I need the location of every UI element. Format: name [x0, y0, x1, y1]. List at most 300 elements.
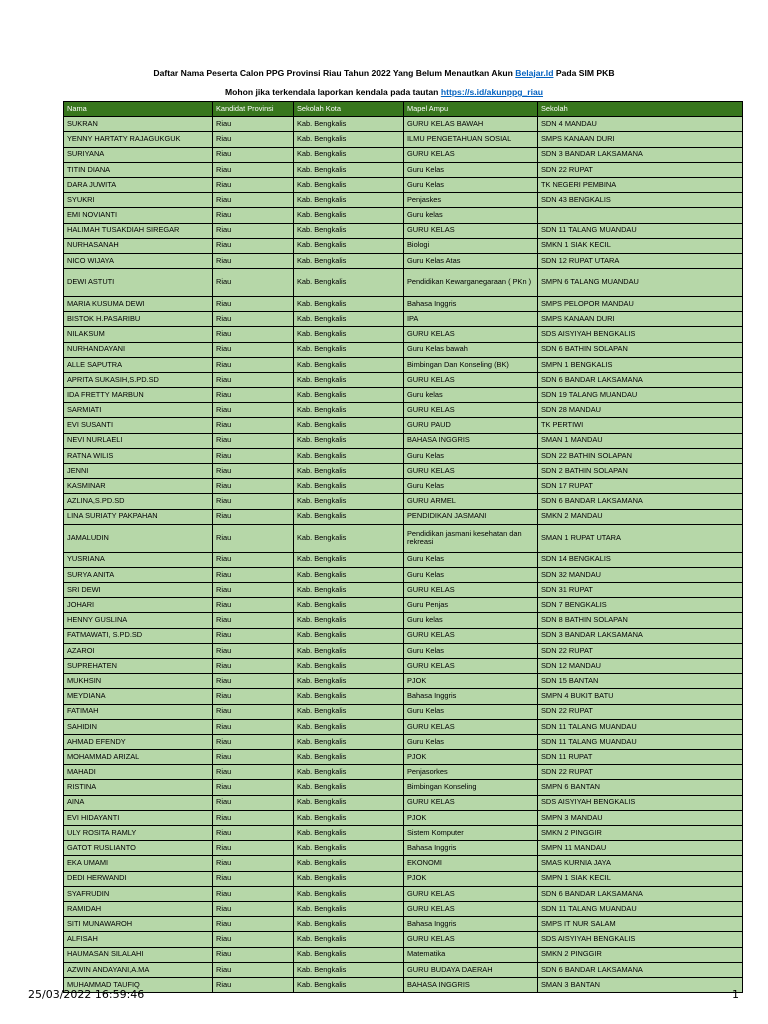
- table-cell: HAUMASAN SILALAHI: [64, 947, 213, 962]
- table-cell: SDN 3 BANDAR LAKSAMANA: [538, 628, 743, 643]
- table-cell: NURHASANAH: [64, 238, 213, 253]
- table-cell: Kab. Bengkalis: [294, 552, 404, 567]
- table-cell: SDN 11 TALANG MUANDAU: [538, 719, 743, 734]
- table-cell: Kab. Bengkalis: [294, 132, 404, 147]
- table-row: [64, 253, 743, 268]
- table-cell: Riau: [213, 193, 294, 208]
- table-cell: SMPS KANAAN DURI: [538, 132, 743, 147]
- table-cell: Riau: [213, 177, 294, 192]
- table-cell: Guru Kelas: [404, 704, 538, 719]
- table-cell: GURU KELAS: [404, 886, 538, 901]
- table-cell: IDA FRETTY MARBUN: [64, 388, 213, 403]
- page-number: 1: [732, 988, 739, 1001]
- table-cell: Kab. Bengkalis: [294, 689, 404, 704]
- table-cell: Kab. Bengkalis: [294, 780, 404, 795]
- table-cell: Matematika: [404, 947, 538, 962]
- table-cell: JAMALUDIN: [64, 524, 213, 552]
- table-cell: Kab. Bengkalis: [294, 327, 404, 342]
- table-cell: Kab. Bengkalis: [294, 342, 404, 357]
- table-row: [64, 734, 743, 749]
- table-cell: SMKN 1 SIAK KECIL: [538, 238, 743, 253]
- table-cell: GURU ARMEL: [404, 494, 538, 509]
- table-cell: SDN 43 BENGKALIS: [538, 193, 743, 208]
- table-cell: IPA: [404, 312, 538, 327]
- table-cell: Kab. Bengkalis: [294, 901, 404, 916]
- table-cell: Riau: [213, 162, 294, 177]
- table-cell: Guru Kelas: [404, 177, 538, 192]
- table-row: [64, 810, 743, 825]
- table-cell: DEWI ASTUTI: [64, 269, 213, 297]
- table-cell: SMPN 1 BENGKALIS: [538, 357, 743, 372]
- table-cell: KASMINAR: [64, 479, 213, 494]
- table-row: [64, 552, 743, 567]
- table-row: [64, 388, 743, 403]
- table-cell: Kab. Bengkalis: [294, 871, 404, 886]
- table-cell: FATMAWATI, S.PD.SD: [64, 628, 213, 643]
- table-row: [64, 372, 743, 387]
- table-cell: GURU KELAS: [404, 372, 538, 387]
- table-cell: TK NEGERI PEMBINA: [538, 177, 743, 192]
- table-cell: SMPN 11 MANDAU: [538, 841, 743, 856]
- table-cell: Riau: [213, 643, 294, 658]
- table-row: [64, 223, 743, 238]
- table-cell: AZWIN ANDAYANI,A.MA: [64, 962, 213, 977]
- table-cell: Guru Kelas: [404, 162, 538, 177]
- table-cell: GURU KELAS: [404, 464, 538, 479]
- table-cell: AINA: [64, 795, 213, 810]
- table-cell: Pendidikan jasmani kesehatan dan rekreasi: [404, 524, 538, 552]
- table-cell: Riau: [213, 357, 294, 372]
- table-cell: TITIN DIANA: [64, 162, 213, 177]
- table-row: [64, 312, 743, 327]
- table-cell: Riau: [213, 658, 294, 673]
- table-cell: Riau: [213, 871, 294, 886]
- table-cell: PJOK: [404, 750, 538, 765]
- table-cell: GURU KELAS: [404, 719, 538, 734]
- table-row: [64, 193, 743, 208]
- table-row: [64, 177, 743, 192]
- table-cell: Riau: [213, 208, 294, 223]
- table-cell: Kab. Bengkalis: [294, 658, 404, 673]
- table-cell: Kab. Bengkalis: [294, 448, 404, 463]
- table-cell: Riau: [213, 901, 294, 916]
- table-cell: GURU KELAS: [404, 658, 538, 673]
- table-cell: EVI SUSANTI: [64, 418, 213, 433]
- table-cell: SURIYANA: [64, 147, 213, 162]
- table-cell: Kab. Bengkalis: [294, 734, 404, 749]
- table-cell: Kab. Bengkalis: [294, 810, 404, 825]
- table-row: [64, 433, 743, 448]
- table-cell: SDN 11 TALANG MUANDAU: [538, 734, 743, 749]
- table-cell: Riau: [213, 448, 294, 463]
- table-cell: BAHASA INGGRIS: [404, 977, 538, 992]
- table-cell: Riau: [213, 977, 294, 992]
- table-cell: Riau: [213, 494, 294, 509]
- table-cell: SARMIATI: [64, 403, 213, 418]
- table-cell: Kab. Bengkalis: [294, 598, 404, 613]
- table-cell: Riau: [213, 132, 294, 147]
- table-cell: ALLE SAPUTRA: [64, 357, 213, 372]
- table-cell: SDN 11 TALANG MUANDAU: [538, 901, 743, 916]
- table-cell: SDN 11 TALANG MUANDAU: [538, 223, 743, 238]
- table-cell: Kab. Bengkalis: [294, 674, 404, 689]
- table-cell: Kab. Bengkalis: [294, 826, 404, 841]
- table-cell: Riau: [213, 464, 294, 479]
- table-cell: Bimbingan Dan Konseling (BK): [404, 357, 538, 372]
- table-cell: SDN 3 BANDAR LAKSAMANA: [538, 147, 743, 162]
- table-cell: SDN 28 MANDAU: [538, 403, 743, 418]
- table-cell: Bahasa Inggris: [404, 296, 538, 311]
- table-cell: Kab. Bengkalis: [294, 312, 404, 327]
- table-row: [64, 689, 743, 704]
- table-cell: ALFISAH: [64, 932, 213, 947]
- table-cell: Kab. Bengkalis: [294, 223, 404, 238]
- table-cell: MUKHSIN: [64, 674, 213, 689]
- table-cell: GURU BUDAYA DAERAH: [404, 962, 538, 977]
- table-cell: MOHAMMAD ARIZAL: [64, 750, 213, 765]
- table-cell: Kab. Bengkalis: [294, 704, 404, 719]
- belajar-id-link[interactable]: Belajar.Id: [515, 68, 554, 78]
- table-row: [64, 613, 743, 628]
- table-cell: Guru Kelas: [404, 479, 538, 494]
- table-cell: SMPN 4 BUKIT BATU: [538, 689, 743, 704]
- table-cell: Guru Kelas: [404, 734, 538, 749]
- table-cell: SDS AISYIYAH BENGKALIS: [538, 327, 743, 342]
- table-cell: Bahasa Inggris: [404, 917, 538, 932]
- table-row: [64, 583, 743, 598]
- table-row: [64, 357, 743, 372]
- table-cell: PENDIDIKAN JASMANI: [404, 509, 538, 524]
- table-cell: [538, 208, 743, 223]
- table-cell: GURU KELAS: [404, 932, 538, 947]
- table-cell: SDS AISYIYAH BENGKALIS: [538, 932, 743, 947]
- table-cell: SYAFRUDIN: [64, 886, 213, 901]
- table-cell: APRITA SUKASIH,S.PD.SD: [64, 372, 213, 387]
- table-row: [64, 780, 743, 795]
- table-cell: EKONOMI: [404, 856, 538, 871]
- table-cell: EMI NOVIANTI: [64, 208, 213, 223]
- table-row: [64, 658, 743, 673]
- table-cell: SMKN 2 PINGGIR: [538, 947, 743, 962]
- table-cell: MAHADI: [64, 765, 213, 780]
- table-cell: Kab. Bengkalis: [294, 765, 404, 780]
- table-cell: Kab. Bengkalis: [294, 464, 404, 479]
- table-cell: Biologi: [404, 238, 538, 253]
- table-cell: Guru kelas: [404, 388, 538, 403]
- table-cell: Riau: [213, 704, 294, 719]
- table-cell: SDS AISYIYAH BENGKALIS: [538, 795, 743, 810]
- table-cell: Guru Kelas: [404, 552, 538, 567]
- table-row: [64, 856, 743, 871]
- table-cell: MARIA KUSUMA DEWI: [64, 296, 213, 311]
- table-cell: Riau: [213, 388, 294, 403]
- table-cell: MEYDIANA: [64, 689, 213, 704]
- table-cell: Guru kelas: [404, 208, 538, 223]
- table-cell: Pendidikan Kewarganegaraan ( PKn ): [404, 269, 538, 297]
- table-cell: GURU KELAS: [404, 327, 538, 342]
- table-cell: Bahasa Inggris: [404, 689, 538, 704]
- table-cell: HALIMAH TUSAKDIAH SIREGAR: [64, 223, 213, 238]
- table-cell: Riau: [213, 479, 294, 494]
- table-cell: EKA UMAMI: [64, 856, 213, 871]
- table-cell: Kab. Bengkalis: [294, 583, 404, 598]
- table-cell: Sistem Komputer: [404, 826, 538, 841]
- column-header: Sekolah Kota: [294, 102, 404, 117]
- table-cell: Riau: [213, 296, 294, 311]
- table-row: [64, 841, 743, 856]
- table-cell: GURU KELAS: [404, 403, 538, 418]
- table-cell: Riau: [213, 433, 294, 448]
- table-cell: Kab. Bengkalis: [294, 628, 404, 643]
- table-cell: GURU KELAS: [404, 223, 538, 238]
- column-header: Sekolah: [538, 102, 743, 117]
- table-cell: PJOK: [404, 810, 538, 825]
- table-cell: SDN 6 BANDAR LAKSAMANA: [538, 372, 743, 387]
- table-cell: Riau: [213, 886, 294, 901]
- table-cell: Kab. Bengkalis: [294, 162, 404, 177]
- table-cell: Riau: [213, 372, 294, 387]
- table-cell: BAHASA INGGRIS: [404, 433, 538, 448]
- table-row: [64, 509, 743, 524]
- table-row: [64, 977, 743, 992]
- table-cell: Kab. Bengkalis: [294, 947, 404, 962]
- table-cell: Kab. Bengkalis: [294, 147, 404, 162]
- table-cell: YUSRIANA: [64, 552, 213, 567]
- table-cell: TK PERTIWI: [538, 418, 743, 433]
- table-row: [64, 901, 743, 916]
- table-cell: Kab. Bengkalis: [294, 524, 404, 552]
- table-cell: AZLINA,S.PD.SD: [64, 494, 213, 509]
- title-suffix: Pada SIM PKB: [553, 68, 615, 78]
- table-cell: Riau: [213, 917, 294, 932]
- title-text: Daftar Nama Peserta Calon PPG Provinsi Riau Tahun 2022 Yang Belum Menautkan Akun: [153, 68, 516, 78]
- table-cell: Riau: [213, 795, 294, 810]
- table-cell: Riau: [213, 674, 294, 689]
- table-row: [64, 765, 743, 780]
- column-header: Mapel Ampu: [404, 102, 538, 117]
- report-link[interactable]: https://s.id/akunppg_riau: [440, 87, 544, 97]
- table-row: [64, 628, 743, 643]
- table-cell: Kab. Bengkalis: [294, 357, 404, 372]
- table-cell: Bahasa Inggris: [404, 841, 538, 856]
- table-cell: DEDI HERWANDI: [64, 871, 213, 886]
- table-cell: SMPS PELOPOR MANDAU: [538, 296, 743, 311]
- column-header: Nama: [64, 102, 213, 117]
- table-cell: Riau: [213, 598, 294, 613]
- table-cell: EVI HIDAYANTI: [64, 810, 213, 825]
- table-cell: Riau: [213, 147, 294, 162]
- table-cell: SMPN 6 BANTAN: [538, 780, 743, 795]
- table-cell: Riau: [213, 765, 294, 780]
- table-row: [64, 704, 743, 719]
- table-cell: Kab. Bengkalis: [294, 977, 404, 992]
- table-cell: SYUKRI: [64, 193, 213, 208]
- table-cell: Kab. Bengkalis: [294, 750, 404, 765]
- table-cell: Kab. Bengkalis: [294, 719, 404, 734]
- table-cell: Guru Kelas: [404, 448, 538, 463]
- table-cell: Kab. Bengkalis: [294, 388, 404, 403]
- table-cell: Guru Kelas bawah: [404, 342, 538, 357]
- table-cell: Kab. Bengkalis: [294, 917, 404, 932]
- subtitle-text: Mohon jika terkendala laporkan kendala pada tautan: [224, 87, 441, 97]
- table-row: [64, 238, 743, 253]
- table-row: [64, 871, 743, 886]
- table-row: [64, 418, 743, 433]
- table-cell: SDN 17 RUPAT: [538, 479, 743, 494]
- table-cell: MUHAMMAD TAUFIQ: [64, 977, 213, 992]
- table-row: [64, 269, 743, 297]
- table-row: [64, 132, 743, 147]
- table-cell: NEVI NURLAELI: [64, 433, 213, 448]
- table-cell: SMPS IT NUR SALAM: [538, 917, 743, 932]
- table-row: [64, 932, 743, 947]
- table-cell: Riau: [213, 418, 294, 433]
- table-cell: Riau: [213, 552, 294, 567]
- table-cell: Kab. Bengkalis: [294, 856, 404, 871]
- table-cell: JOHARI: [64, 598, 213, 613]
- table-cell: SDN 32 MANDAU: [538, 567, 743, 582]
- table-cell: Kab. Bengkalis: [294, 296, 404, 311]
- table-cell: Riau: [213, 628, 294, 643]
- table-cell: GURU KELAS: [404, 628, 538, 643]
- table-cell: Kab. Bengkalis: [294, 208, 404, 223]
- table-cell: SMAN 3 BANTAN: [538, 977, 743, 992]
- participants-table: [63, 101, 743, 993]
- table-row: [64, 917, 743, 932]
- table-cell: GURU PAUD: [404, 418, 538, 433]
- table-cell: HENNY GUSLINA: [64, 613, 213, 628]
- table-cell: SDN 22 RUPAT: [538, 643, 743, 658]
- table-cell: Riau: [213, 327, 294, 342]
- table-row: [64, 795, 743, 810]
- table-row: [64, 464, 743, 479]
- table-cell: Riau: [213, 342, 294, 357]
- table-cell: NILAKSUM: [64, 327, 213, 342]
- table-row: [64, 567, 743, 582]
- table-cell: Kab. Bengkalis: [294, 253, 404, 268]
- table-cell: YENNY HARTATY RAJAGUKGUK: [64, 132, 213, 147]
- table-cell: Penjasorkes: [404, 765, 538, 780]
- table-cell: SMAN 1 MANDAU: [538, 433, 743, 448]
- table-cell: Riau: [213, 238, 294, 253]
- table-row: [64, 598, 743, 613]
- table-cell: ILMU PENGETAHUAN SOSIAL: [404, 132, 538, 147]
- table-row: [64, 643, 743, 658]
- document-subtitle: [0, 85, 768, 99]
- table-cell: SMPN 6 TALANG MUANDAU: [538, 269, 743, 297]
- table-cell: Riau: [213, 567, 294, 582]
- table-cell: NURHANDAYANI: [64, 342, 213, 357]
- table-cell: GURU KELAS: [404, 901, 538, 916]
- table-cell: Kab. Bengkalis: [294, 372, 404, 387]
- table-cell: SDN 6 BATHIN SOLAPAN: [538, 342, 743, 357]
- table-cell: SMPN 1 SIAK KECIL: [538, 871, 743, 886]
- table-cell: SUPREHATEN: [64, 658, 213, 673]
- table-cell: SDN 22 BATHIN SOLAPAN: [538, 448, 743, 463]
- table-cell: Riau: [213, 583, 294, 598]
- table-cell: Riau: [213, 403, 294, 418]
- table-cell: Kab. Bengkalis: [294, 841, 404, 856]
- table-cell: Riau: [213, 734, 294, 749]
- table-cell: Guru kelas: [404, 613, 538, 628]
- table-row: [64, 162, 743, 177]
- table-cell: Riau: [213, 613, 294, 628]
- table-cell: RISTINA: [64, 780, 213, 795]
- table-cell: SDN 8 BATHIN SOLAPAN: [538, 613, 743, 628]
- table-cell: SAHIDIN: [64, 719, 213, 734]
- table-cell: Riau: [213, 780, 294, 795]
- table-cell: SITI MUNAWAROH: [64, 917, 213, 932]
- table-cell: Kab. Bengkalis: [294, 193, 404, 208]
- table-row: [64, 886, 743, 901]
- table-cell: Riau: [213, 841, 294, 856]
- table-cell: BISTOK H.PASARIBU: [64, 312, 213, 327]
- table-body: [64, 117, 743, 993]
- table-cell: Kab. Bengkalis: [294, 932, 404, 947]
- table-cell: SDN 14 BENGKALIS: [538, 552, 743, 567]
- table-cell: Kab. Bengkalis: [294, 117, 404, 132]
- table-cell: SDN 6 BANDAR LAKSAMANA: [538, 962, 743, 977]
- table-cell: DARA JUWITA: [64, 177, 213, 192]
- table-cell: Kab. Bengkalis: [294, 418, 404, 433]
- table-cell: SDN 12 RUPAT UTARA: [538, 253, 743, 268]
- table-cell: Bimbingan Konseling: [404, 780, 538, 795]
- table-cell: Kab. Bengkalis: [294, 269, 404, 297]
- table-cell: Penjaskes: [404, 193, 538, 208]
- table-row: [64, 524, 743, 552]
- table-cell: GURU KELAS: [404, 795, 538, 810]
- table-row: [64, 403, 743, 418]
- table-row: [64, 342, 743, 357]
- table-cell: Riau: [213, 509, 294, 524]
- table-cell: SMPN 3 MANDAU: [538, 810, 743, 825]
- table-cell: RAMIDAH: [64, 901, 213, 916]
- table-cell: SDN 22 RUPAT: [538, 704, 743, 719]
- table-cell: Riau: [213, 750, 294, 765]
- table-row: [64, 826, 743, 841]
- table-row: [64, 479, 743, 494]
- table-row: [64, 327, 743, 342]
- table-row: [64, 448, 743, 463]
- table-cell: Kab. Bengkalis: [294, 403, 404, 418]
- table-row: [64, 750, 743, 765]
- table-cell: Riau: [213, 223, 294, 238]
- table-cell: SRI DEWI: [64, 583, 213, 598]
- table-cell: Riau: [213, 269, 294, 297]
- table-cell: PJOK: [404, 871, 538, 886]
- table-cell: Riau: [213, 719, 294, 734]
- table-row: [64, 494, 743, 509]
- table-row: [64, 674, 743, 689]
- table-row: [64, 719, 743, 734]
- table-cell: Riau: [213, 253, 294, 268]
- table-cell: SMAN 1 RUPAT UTARA: [538, 524, 743, 552]
- table-cell: FATIMAH: [64, 704, 213, 719]
- table-cell: GURU KELAS: [404, 147, 538, 162]
- table-cell: Kab. Bengkalis: [294, 433, 404, 448]
- table-cell: SMKN 2 MANDAU: [538, 509, 743, 524]
- table-cell: JENNI: [64, 464, 213, 479]
- table-row: [64, 962, 743, 977]
- document-title: [0, 66, 768, 80]
- table-cell: SDN 7 BENGKALIS: [538, 598, 743, 613]
- table-header-row: [64, 102, 743, 117]
- table-cell: Riau: [213, 117, 294, 132]
- table-cell: GATOT RUSLIANTO: [64, 841, 213, 856]
- table-cell: Kab. Bengkalis: [294, 177, 404, 192]
- column-header: Kandidat Provinsi: [213, 102, 294, 117]
- table-row: [64, 947, 743, 962]
